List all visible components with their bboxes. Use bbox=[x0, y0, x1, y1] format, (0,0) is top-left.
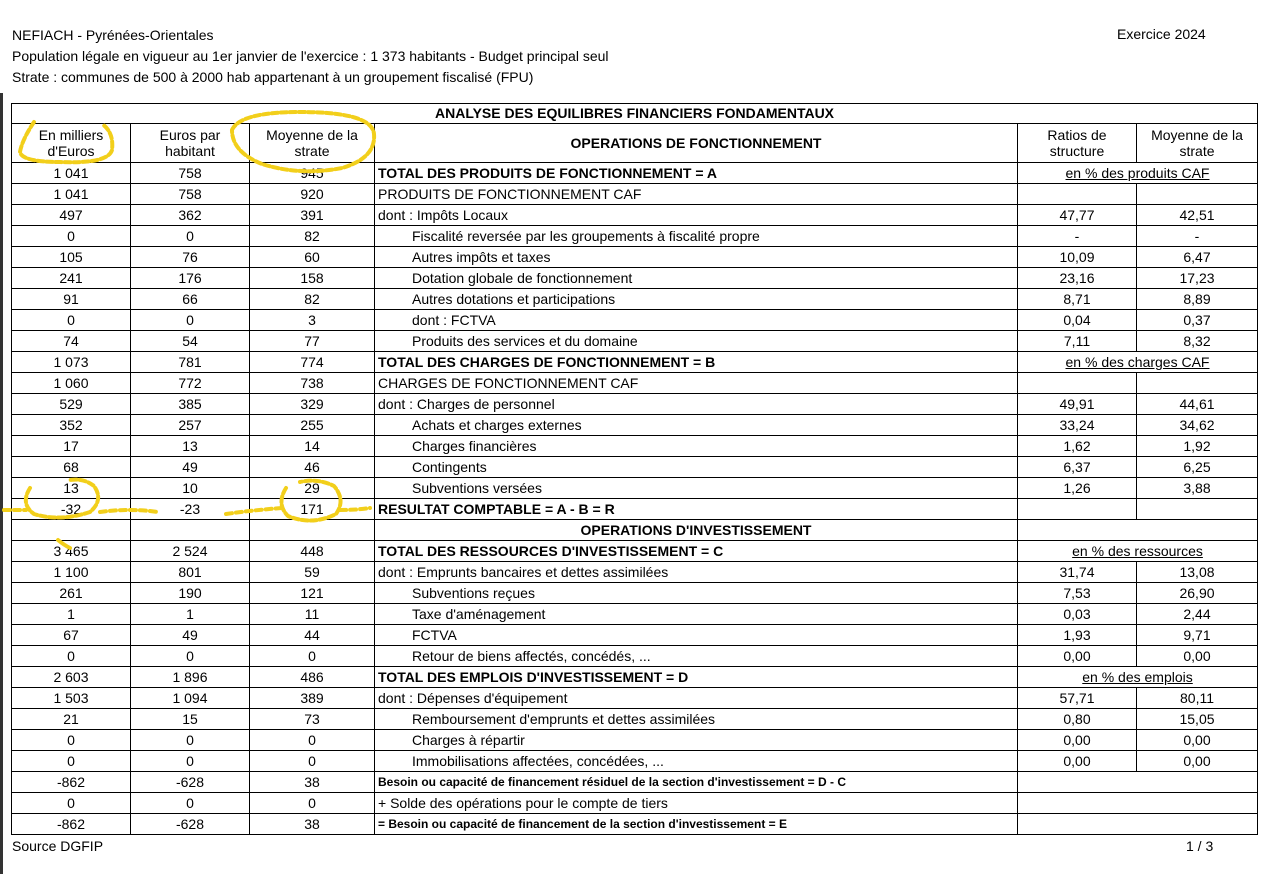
ratio-value: 7,11 bbox=[1018, 331, 1137, 352]
value-milliers: 0 bbox=[12, 226, 131, 247]
value-milliers: 105 bbox=[12, 247, 131, 268]
row-label: TOTAL DES PRODUITS DE FONCTIONNEMENT = A bbox=[375, 163, 1018, 184]
row-label: Produits des services et du domaine bbox=[375, 331, 1018, 352]
table-row bbox=[12, 415, 1258, 436]
table-row bbox=[12, 562, 1258, 583]
value-par-habitant: 66 bbox=[131, 289, 250, 310]
ratio-strate-value: 6,47 bbox=[1137, 247, 1258, 268]
table-row bbox=[12, 268, 1258, 289]
ratio-value bbox=[1018, 499, 1137, 520]
value-milliers: -32 bbox=[12, 499, 131, 520]
value-milliers: 21 bbox=[12, 709, 131, 730]
row-label: + Solde des opérations pour le compte de tiers bbox=[375, 793, 1018, 814]
ratio-strate-value: 0,00 bbox=[1137, 646, 1258, 667]
value-par-habitant: 1 896 bbox=[131, 667, 250, 688]
value-milliers: 1 041 bbox=[12, 163, 131, 184]
ratio-strate-value: 15,05 bbox=[1137, 709, 1258, 730]
value-moyenne-strate: 0 bbox=[250, 793, 375, 814]
table-row bbox=[12, 226, 1258, 247]
value-milliers: -862 bbox=[12, 772, 131, 793]
col-header-moyenne-strate: Moyenne de la strate bbox=[250, 124, 375, 163]
section-investissement: OPERATIONS D'INVESTISSEMENT bbox=[375, 520, 1018, 541]
value-par-habitant: 15 bbox=[131, 709, 250, 730]
value-moyenne-strate: 0 bbox=[250, 751, 375, 772]
table-row bbox=[12, 436, 1258, 457]
col-header-operations-fonctionnement: OPERATIONS DE FONCTIONNEMENT bbox=[375, 124, 1018, 163]
value-par-habitant: 0 bbox=[131, 310, 250, 331]
table-row bbox=[12, 814, 1258, 835]
row-label: Charges financières bbox=[375, 436, 1018, 457]
ratio-value: 0,80 bbox=[1018, 709, 1137, 730]
value-milliers: 0 bbox=[12, 730, 131, 751]
value-moyenne-strate: 14 bbox=[250, 436, 375, 457]
ratio-strate-value: 34,62 bbox=[1137, 415, 1258, 436]
value-milliers: 1 bbox=[12, 604, 131, 625]
value-milliers: 68 bbox=[12, 457, 131, 478]
value-milliers: -862 bbox=[12, 814, 131, 835]
table-row bbox=[12, 331, 1258, 352]
row-label: FCTVA bbox=[375, 625, 1018, 646]
value-moyenne-strate: 38 bbox=[250, 772, 375, 793]
value-moyenne-strate: 158 bbox=[250, 268, 375, 289]
ratio-strate-value: 44,61 bbox=[1137, 394, 1258, 415]
ratio-strate-value bbox=[1137, 373, 1258, 394]
value-moyenne-strate: 255 bbox=[250, 415, 375, 436]
row-label: Contingents bbox=[375, 457, 1018, 478]
page-number: 1 / 3 bbox=[1186, 838, 1214, 854]
row-label: Remboursement d'emprunts et dettes assimilées bbox=[375, 709, 1018, 730]
value-par-habitant: -23 bbox=[131, 499, 250, 520]
ratio-value: 33,24 bbox=[1018, 415, 1137, 436]
value-par-habitant: 385 bbox=[131, 394, 250, 415]
value-moyenne-strate: 774 bbox=[250, 352, 375, 373]
ratio-value: 0,04 bbox=[1018, 310, 1137, 331]
value-milliers: 1 100 bbox=[12, 562, 131, 583]
value-par-habitant: 190 bbox=[131, 583, 250, 604]
value-par-habitant: 0 bbox=[131, 730, 250, 751]
ratio-strate-value: 13,08 bbox=[1137, 562, 1258, 583]
ratio-strate-value: - bbox=[1137, 226, 1258, 247]
value-moyenne-strate: 3 bbox=[250, 310, 375, 331]
table-row bbox=[12, 352, 1258, 373]
value-par-habitant: 0 bbox=[131, 226, 250, 247]
ratio-value: 0,03 bbox=[1018, 604, 1137, 625]
value-moyenne-strate: 59 bbox=[250, 562, 375, 583]
ratio-strate-value: 0,00 bbox=[1137, 751, 1258, 772]
value-par-habitant: 54 bbox=[131, 331, 250, 352]
value-moyenne-strate: 391 bbox=[250, 205, 375, 226]
value-par-habitant: 0 bbox=[131, 646, 250, 667]
commune-title: NEFIACH - Pyrénées-Orientales bbox=[12, 27, 214, 43]
value-milliers: 3 465 bbox=[12, 541, 131, 562]
table-row bbox=[12, 604, 1258, 625]
ratio-basis: en % des charges CAF bbox=[1018, 352, 1258, 373]
row-label: TOTAL DES RESSOURCES D'INVESTISSEMENT = C bbox=[375, 541, 1018, 562]
value-par-habitant: 257 bbox=[131, 415, 250, 436]
ratio-value: 31,74 bbox=[1018, 562, 1137, 583]
ratio-value: 6,37 bbox=[1018, 457, 1137, 478]
row-label: TOTAL DES CHARGES DE FONCTIONNEMENT = B bbox=[375, 352, 1018, 373]
col-header-moyenne-strate-ratio: Moyenne de la strate bbox=[1137, 124, 1258, 163]
ratio-value: 0,00 bbox=[1018, 751, 1137, 772]
table-row bbox=[12, 625, 1258, 646]
table-row bbox=[12, 667, 1258, 688]
row-label: Autres dotations et participations bbox=[375, 289, 1018, 310]
value-par-habitant: -628 bbox=[131, 772, 250, 793]
row-label: Besoin ou capacité de financement résiduel de la section d'investissement = D - C bbox=[375, 772, 1018, 793]
value-milliers: 1 073 bbox=[12, 352, 131, 373]
table-row bbox=[12, 583, 1258, 604]
value-par-habitant: 13 bbox=[131, 436, 250, 457]
ratio-value: 10,09 bbox=[1018, 247, 1137, 268]
value-milliers: 261 bbox=[12, 583, 131, 604]
value-moyenne-strate: 46 bbox=[250, 457, 375, 478]
row-label: CHARGES DE FONCTIONNEMENT CAF bbox=[375, 373, 1018, 394]
ratio-value bbox=[1018, 184, 1137, 205]
value-par-habitant: 0 bbox=[131, 751, 250, 772]
row-label: = Besoin ou capacité de financement de la section d'investissement = E bbox=[375, 814, 1018, 835]
row-label: Retour de biens affectés, concédés, ... bbox=[375, 646, 1018, 667]
row-label: TOTAL DES EMPLOIS D'INVESTISSEMENT = D bbox=[375, 667, 1018, 688]
table-title: ANALYSE DES EQUILIBRES FINANCIERS FONDAMENTAUX bbox=[12, 104, 1258, 124]
value-milliers: 241 bbox=[12, 268, 131, 289]
ratio-strate-value: 0,00 bbox=[1137, 730, 1258, 751]
ratio-strate-value: 3,88 bbox=[1137, 478, 1258, 499]
strate-line: Strate : communes de 500 à 2000 hab appartenant à un groupement fiscalisé (FPU) bbox=[12, 69, 534, 85]
ratio-value: - bbox=[1018, 226, 1137, 247]
value-moyenne-strate: 82 bbox=[250, 226, 375, 247]
ratio-value: 1,93 bbox=[1018, 625, 1137, 646]
value-milliers: 1 503 bbox=[12, 688, 131, 709]
value-par-habitant: -628 bbox=[131, 814, 250, 835]
value-par-habitant: 758 bbox=[131, 163, 250, 184]
table-row bbox=[12, 163, 1258, 184]
value-milliers: 13 bbox=[12, 478, 131, 499]
value-moyenne-strate: 82 bbox=[250, 289, 375, 310]
row-label: RESULTAT COMPTABLE = A - B = R bbox=[375, 499, 1018, 520]
value-moyenne-strate: 77 bbox=[250, 331, 375, 352]
exercice-label: Exercice 2024 bbox=[1117, 26, 1206, 42]
ratio-strate-value: 8,89 bbox=[1137, 289, 1258, 310]
table-row bbox=[12, 289, 1258, 310]
value-milliers: 0 bbox=[12, 310, 131, 331]
ratio-value: 1,26 bbox=[1018, 478, 1137, 499]
row-label: Dotation globale de fonctionnement bbox=[375, 268, 1018, 289]
value-milliers: 0 bbox=[12, 793, 131, 814]
row-label: Subventions versées bbox=[375, 478, 1018, 499]
source-label: Source DGFIP bbox=[12, 838, 104, 854]
value-milliers: 1 060 bbox=[12, 373, 131, 394]
page-edge-bar bbox=[0, 93, 3, 874]
value-moyenne-strate: 920 bbox=[250, 184, 375, 205]
value-par-habitant: 781 bbox=[131, 352, 250, 373]
ratio-value: 0,00 bbox=[1018, 730, 1137, 751]
value-moyenne-strate: 0 bbox=[250, 646, 375, 667]
value-moyenne-strate: 738 bbox=[250, 373, 375, 394]
value-milliers: 2 603 bbox=[12, 667, 131, 688]
ratio-strate-value bbox=[1137, 184, 1258, 205]
table-row bbox=[12, 499, 1258, 520]
ratio-strate-value: 17,23 bbox=[1137, 268, 1258, 289]
ratio-basis: en % des ressources bbox=[1018, 541, 1258, 562]
value-milliers: 497 bbox=[12, 205, 131, 226]
value-moyenne-strate: 38 bbox=[250, 814, 375, 835]
ratio-strate-value: 1,92 bbox=[1137, 436, 1258, 457]
value-moyenne-strate: 44 bbox=[250, 625, 375, 646]
row-label: dont : Dépenses d'équipement bbox=[375, 688, 1018, 709]
ratio-strate-value: 42,51 bbox=[1137, 205, 1258, 226]
table-row bbox=[12, 184, 1258, 205]
row-label: Immobilisations affectées, concédées, ... bbox=[375, 751, 1018, 772]
ratio-strate-value: 26,90 bbox=[1137, 583, 1258, 604]
value-moyenne-strate: 486 bbox=[250, 667, 375, 688]
ratio-strate-value: 6,25 bbox=[1137, 457, 1258, 478]
ratio-value: 49,91 bbox=[1018, 394, 1137, 415]
value-moyenne-strate: 29 bbox=[250, 478, 375, 499]
value-par-habitant: 10 bbox=[131, 478, 250, 499]
value-moyenne-strate: 448 bbox=[250, 541, 375, 562]
value-milliers: 74 bbox=[12, 331, 131, 352]
value-moyenne-strate: 389 bbox=[250, 688, 375, 709]
table-row bbox=[12, 751, 1258, 772]
table-row bbox=[12, 772, 1258, 793]
row-label: dont : Impôts Locaux bbox=[375, 205, 1018, 226]
row-label: Taxe d'aménagement bbox=[375, 604, 1018, 625]
row-label: Charges à répartir bbox=[375, 730, 1018, 751]
value-moyenne-strate: 11 bbox=[250, 604, 375, 625]
value-par-habitant: 49 bbox=[131, 457, 250, 478]
value-par-habitant: 176 bbox=[131, 268, 250, 289]
table-row bbox=[12, 457, 1258, 478]
table-row bbox=[12, 373, 1258, 394]
ratio-strate-value bbox=[1137, 499, 1258, 520]
table-row bbox=[12, 793, 1258, 814]
value-par-habitant: 76 bbox=[131, 247, 250, 268]
table-row bbox=[12, 541, 1258, 562]
value-milliers: 91 bbox=[12, 289, 131, 310]
ratio-strate-value: 2,44 bbox=[1137, 604, 1258, 625]
value-par-habitant: 772 bbox=[131, 373, 250, 394]
row-label: PRODUITS DE FONCTIONNEMENT CAF bbox=[375, 184, 1018, 205]
ratio-value: 7,53 bbox=[1018, 583, 1137, 604]
col-header-milliers: En milliers d'Euros bbox=[12, 124, 131, 163]
row-label: Subventions reçues bbox=[375, 583, 1018, 604]
ratio-strate-value: 8,32 bbox=[1137, 331, 1258, 352]
row-label: Fiscalité reversée par les groupements à fiscalité propre bbox=[375, 226, 1018, 247]
table-row bbox=[12, 310, 1258, 331]
value-moyenne-strate: 121 bbox=[250, 583, 375, 604]
value-par-habitant: 362 bbox=[131, 205, 250, 226]
value-moyenne-strate: 171 bbox=[250, 499, 375, 520]
row-label: Autres impôts et taxes bbox=[375, 247, 1018, 268]
col-header-ratios: Ratios de structure bbox=[1018, 124, 1137, 163]
row-label: dont : Charges de personnel bbox=[375, 394, 1018, 415]
table-row bbox=[12, 730, 1258, 751]
row-label: Achats et charges externes bbox=[375, 415, 1018, 436]
value-par-habitant: 0 bbox=[131, 793, 250, 814]
value-moyenne-strate: 60 bbox=[250, 247, 375, 268]
ratio-value: 1,62 bbox=[1018, 436, 1137, 457]
ratio-value bbox=[1018, 373, 1137, 394]
row-label: dont : FCTVA bbox=[375, 310, 1018, 331]
row-label: dont : Emprunts bancaires et dettes assimilées bbox=[375, 562, 1018, 583]
financial-table bbox=[11, 103, 1258, 835]
value-par-habitant: 758 bbox=[131, 184, 250, 205]
value-milliers: 0 bbox=[12, 751, 131, 772]
table-row bbox=[12, 478, 1258, 499]
ratio-strate-value: 9,71 bbox=[1137, 625, 1258, 646]
value-milliers: 67 bbox=[12, 625, 131, 646]
ratio-strate-value: 0,37 bbox=[1137, 310, 1258, 331]
value-milliers: 1 041 bbox=[12, 184, 131, 205]
value-par-habitant: 49 bbox=[131, 625, 250, 646]
table-row bbox=[12, 205, 1258, 226]
col-header-par-habitant: Euros par habitant bbox=[131, 124, 250, 163]
value-milliers: 352 bbox=[12, 415, 131, 436]
population-line: Population légale en vigueur au 1er janvier de l'exercice : 1 373 habitants - Budget principal seul bbox=[12, 48, 609, 64]
table-row bbox=[12, 394, 1258, 415]
ratio-value: 23,16 bbox=[1018, 268, 1137, 289]
ratio-strate-value: 80,11 bbox=[1137, 688, 1258, 709]
table-row bbox=[12, 646, 1258, 667]
value-par-habitant: 2 524 bbox=[131, 541, 250, 562]
value-milliers: 0 bbox=[12, 646, 131, 667]
ratio-value: 47,77 bbox=[1018, 205, 1137, 226]
ratio-value: 57,71 bbox=[1018, 688, 1137, 709]
table-row bbox=[12, 688, 1258, 709]
ratio-basis: en % des produits CAF bbox=[1018, 163, 1258, 184]
table-row bbox=[12, 247, 1258, 268]
value-milliers: 17 bbox=[12, 436, 131, 457]
value-moyenne-strate: 0 bbox=[250, 730, 375, 751]
table-row bbox=[12, 709, 1258, 730]
value-milliers: 529 bbox=[12, 394, 131, 415]
value-par-habitant: 801 bbox=[131, 562, 250, 583]
ratio-value: 0,00 bbox=[1018, 646, 1137, 667]
value-par-habitant: 1 094 bbox=[131, 688, 250, 709]
value-moyenne-strate: 329 bbox=[250, 394, 375, 415]
ratio-basis: en % des emplois bbox=[1018, 667, 1258, 688]
value-par-habitant: 1 bbox=[131, 604, 250, 625]
value-moyenne-strate: 945 bbox=[250, 163, 375, 184]
ratio-value: 8,71 bbox=[1018, 289, 1137, 310]
value-moyenne-strate: 73 bbox=[250, 709, 375, 730]
